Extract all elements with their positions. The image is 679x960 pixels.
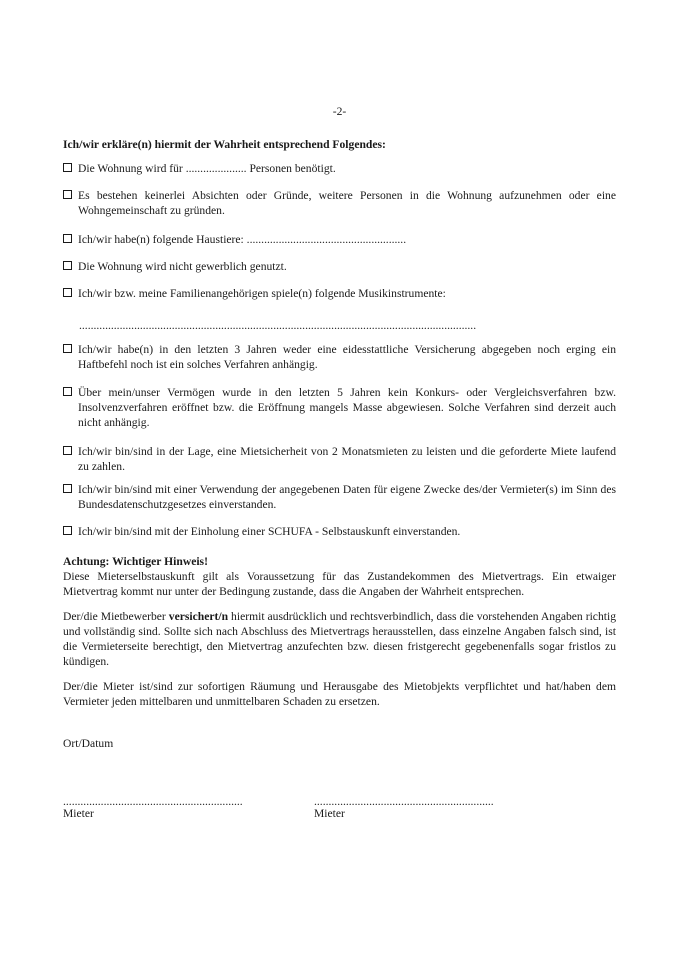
item-text: Ich/wir bin/sind mit einer Verwendung der angegebenen Daten für eigene Zwecke des/der Vermieter(s) im Sinn des Bundesdatenschutzgesetzes einverstanden. [78, 483, 616, 511]
item-text: Ich/wir bin/sind mit der Einholung einer SCHUFA - Selbstauskunft einverstanden. [78, 525, 461, 538]
item-text: Ich/wir bin/sind in der Lage, eine Mietsicherheit von 2 Monatsmieten zu leisten und die geforderte Miete laufend zu zahlen. [78, 445, 616, 473]
checkbox-icon[interactable] [63, 234, 72, 243]
item-text: Die Wohnung wird nicht gewerblich genutzt. [78, 260, 287, 273]
checkbox-item-not-commercial [63, 259, 616, 274]
checkbox-icon[interactable] [63, 446, 72, 455]
checkbox-icon[interactable] [63, 163, 72, 172]
assurance-bold-term: versichert/n [168, 610, 229, 623]
checkbox-item-deposit [63, 444, 616, 474]
notice-section [63, 554, 616, 599]
checkbox-icon[interactable] [63, 387, 72, 396]
page-number: -2- [332, 105, 347, 118]
item-text: Über mein/unser Vermögen wurde in den letzten 5 Jahren kein Konkurs- oder Vergleichsverfahren bzw. Insolvenzverfahren eröffnet bzw. die Eröffnung mangels Masse abgewiesen. Solche Verfahren sind derzeit auch nicht anhängig. [78, 386, 616, 429]
checkbox-icon[interactable] [63, 261, 72, 270]
checkbox-icon[interactable] [63, 190, 72, 199]
assurance-paragraph [63, 609, 616, 669]
signature-label-2: Mieter [314, 807, 345, 820]
checkbox-item-no-insolvency [63, 385, 616, 430]
instrument-fill-line: ......................................................................................................................................... [79, 319, 477, 332]
checkbox-item-data-usage [63, 482, 616, 512]
item-text: Ich/wir bzw. meine Familienangehörigen spiele(n) folgende Musikinstrumente: [78, 287, 446, 300]
checkbox-icon[interactable] [63, 288, 72, 297]
checkbox-icon[interactable] [63, 526, 72, 535]
checkbox-item-instruments [63, 286, 616, 301]
checkbox-icon[interactable] [63, 344, 72, 353]
signature-label-1: Mieter [63, 807, 94, 820]
place-date-label: Ort/Datum [63, 737, 114, 750]
checkbox-item-pets [63, 232, 616, 247]
item-text: Ich/wir habe(n) folgende Haustiere: ....................................................... [78, 233, 407, 246]
signature-line-2[interactable]: .............................................................. [314, 795, 494, 808]
declaration-heading: Ich/wir erkläre(n) hiermit der Wahrheit entsprechend Folgendes: [63, 138, 386, 151]
obligation-paragraph: Der/die Mieter ist/sind zur sofortigen Räumung und Herausgabe des Mietobjekts verpflichtet und hat/haben dem Vermieter jeden mittelbaren und unmittelbaren Schaden zu ersetzen. [63, 680, 616, 708]
item-text: Ich/wir habe(n) in den letzten 3 Jahren weder eine eidesstattliche Versicherung abgegeben noch erging ein Haftbefehl noch ist ein solches Verfahren anhängig. [78, 343, 616, 371]
notice-text: Diese Mieterselbstauskunft gilt als Voraussetzung für das Zustandekommen des Mietvertrags. Ein etwaiger Mietvertrag kommt nur unter der Bedingung zustande, dass die Angaben der Wahrheit entsprechen. [63, 570, 616, 598]
signature-line-1[interactable]: .............................................................. [63, 795, 243, 808]
item-text: Die Wohnung wird für ..................... Personen benötigt. [78, 162, 336, 175]
notice-title: Achtung: Wichtiger Hinweis! [63, 555, 208, 568]
item-text: Es bestehen keinerlei Absichten oder Gründe, weitere Personen in die Wohnung aufzunehmen oder eine Wohngemeinschaft zu gründen. [78, 189, 616, 217]
assurance-text-after: hiermit ausdrücklich und rechtsverbindlich, dass die vorstehenden Angaben richtig und vollständig sind. Sollte sich nach Abschluss des Mietvertrags herausstellen, dass einzelne Angaben falsch sind, ist die Vermieterseite berechtigt, den Mietvertrag anzufechten bzw. diesen fristgerecht gegebenenfalls sogar fristlos zu kündigen. [63, 610, 616, 668]
checkbox-item-no-further-persons [63, 188, 616, 218]
checkbox-item-no-affidavit [63, 342, 616, 372]
checkbox-item-persons [63, 161, 616, 176]
assurance-text-before: Der/die Mietbewerber [63, 610, 169, 623]
checkbox-icon[interactable] [63, 484, 72, 493]
checkbox-item-schufa [63, 524, 616, 539]
